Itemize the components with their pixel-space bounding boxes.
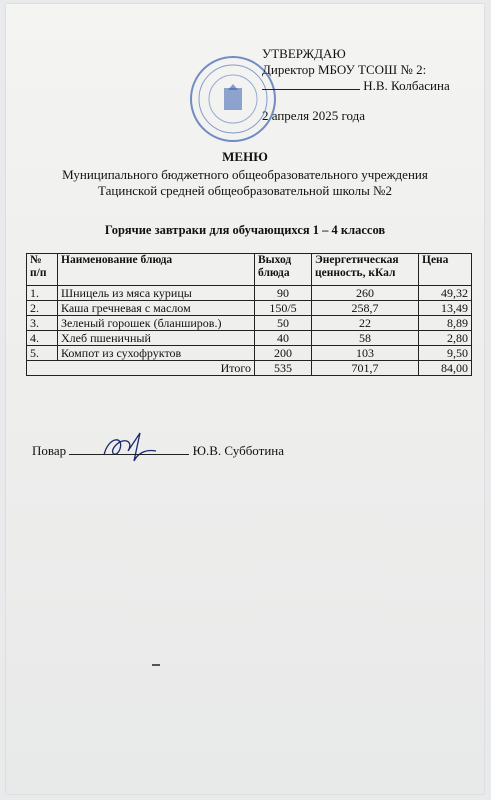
cell-num: 3. bbox=[27, 316, 58, 331]
document-page bbox=[6, 4, 484, 794]
cook-name: Ю.В. Субботина bbox=[192, 443, 285, 458]
cell-energy: 103 bbox=[312, 346, 419, 361]
cell-output: 50 bbox=[255, 316, 312, 331]
document-subtitle: Горячие завтраки для обучающихся 1 – 4 классов bbox=[104, 223, 386, 237]
table-row bbox=[27, 346, 472, 361]
approval-signatory-line bbox=[262, 78, 450, 94]
approval-signatory: Н.В. Колбасина bbox=[363, 78, 450, 93]
total-price: 84,00 bbox=[419, 361, 472, 376]
cell-price: 2,80 bbox=[419, 331, 472, 346]
header-dish: Наименование блюда bbox=[58, 254, 255, 286]
cell-price: 8,89 bbox=[419, 316, 472, 331]
menu-table bbox=[26, 253, 472, 376]
cell-energy: 260 bbox=[312, 286, 419, 301]
cell-energy: 258,7 bbox=[312, 301, 419, 316]
cell-output: 40 bbox=[255, 331, 312, 346]
cell-energy: 58 bbox=[312, 331, 419, 346]
table-row bbox=[27, 331, 472, 346]
org-line-1: Муниципального бюджетного общеобразовательного учреждения bbox=[62, 167, 428, 182]
cell-dish: Компот из сухофруктов bbox=[58, 346, 255, 361]
cell-num: 4. bbox=[27, 331, 58, 346]
cell-num: 5. bbox=[27, 346, 58, 361]
total-output: 535 bbox=[255, 361, 312, 376]
header-price: Цена bbox=[419, 254, 472, 286]
cell-price: 9,50 bbox=[419, 346, 472, 361]
cook-block bbox=[32, 443, 284, 459]
signature-line bbox=[69, 444, 189, 455]
cell-dish: Зеленый горошек (бланширов.) bbox=[58, 316, 255, 331]
cell-output: 200 bbox=[255, 346, 312, 361]
cell-output: 90 bbox=[255, 286, 312, 301]
approval-position: Директор МБОУ ТСОШ № 2: bbox=[262, 62, 427, 77]
table-total-row bbox=[27, 361, 472, 376]
table-row bbox=[27, 316, 472, 331]
approval-block bbox=[262, 46, 450, 124]
cell-dish: Каша гречневая с маслом bbox=[58, 301, 255, 316]
org-line-2: Тацинской средней общеобразовательной школы №2 bbox=[98, 183, 392, 198]
cell-num: 2. bbox=[27, 301, 58, 316]
cell-price: 49,32 bbox=[419, 286, 472, 301]
table-header-row bbox=[27, 254, 472, 286]
total-label: Итого bbox=[27, 361, 255, 376]
approval-date: 2 апреля 2025 года bbox=[262, 108, 366, 123]
header-energy: Энергетическая ценность, кКал bbox=[312, 254, 419, 286]
approval-heading: УТВЕРЖДАЮ bbox=[262, 46, 346, 61]
total-energy: 701,7 bbox=[312, 361, 419, 376]
cell-dish: Хлеб пшеничный bbox=[58, 331, 255, 346]
signature-line bbox=[262, 79, 360, 90]
cell-dish: Шницель из мяса курицы bbox=[58, 286, 255, 301]
cell-energy: 22 bbox=[312, 316, 419, 331]
cell-price: 13,49 bbox=[419, 301, 472, 316]
cell-output: 150/5 bbox=[255, 301, 312, 316]
cell-num: 1. bbox=[27, 286, 58, 301]
cook-label: Повар bbox=[32, 443, 67, 458]
header-output: Выход блюда bbox=[255, 254, 312, 286]
paper-mark bbox=[152, 664, 160, 666]
document-title: МЕНЮ bbox=[222, 149, 268, 164]
table-row bbox=[27, 286, 472, 301]
table-row bbox=[27, 301, 472, 316]
header-num: № п/п bbox=[27, 254, 58, 286]
